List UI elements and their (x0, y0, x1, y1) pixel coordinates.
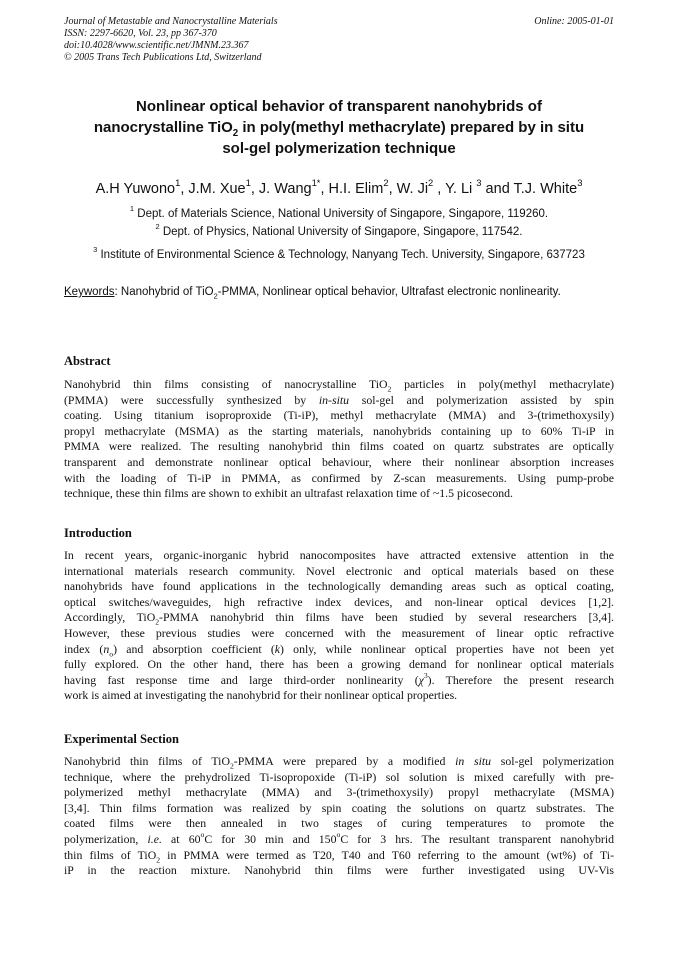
journal-copyright: © 2005 Trans Tech Publications Ltd, Switzerland (64, 52, 262, 63)
author-name: J. Wang (258, 181, 312, 197)
text-line: technique, where the prehydrolized Ti-isopropoxide (Ti-iP) sol solution is mixed carefully with pre- (64, 769, 614, 784)
text-run: Accordingly, TiO (64, 610, 156, 625)
author-affiliation-mark: 2 (428, 177, 434, 189)
text-line: In recent years, organic-inorganic hybrid nanocomposites have attracted extensive attention in the (64, 548, 614, 562)
superscript: 3 (423, 672, 428, 681)
author (445, 177, 482, 197)
text-run: C for 30 min and 150 (204, 831, 337, 846)
text-run: Nanohybrid thin films of TiO (64, 754, 230, 768)
text-line: iP in the reaction mixture. Nanohybrid thin films were further investigated using UV-Vis (64, 863, 614, 878)
text-line: transparent and demonstrate nonlinear optical behaviour, where their nonlinear absorption increases (64, 454, 614, 469)
text-line: coating. Using titanium isoproproxide (Ti-iP), methyl methacrylate (MMA) and 3-(trimethoxysily) (64, 408, 614, 423)
text-line: nanohybrids have found applications in the technologically demanding areas such as optical coating, (64, 579, 614, 594)
keywords-text: -PMMA, Nonlinear optical behavior, Ultrafast electronic nonlinearity. (217, 286, 561, 298)
author-name: W. Ji (396, 181, 429, 197)
experimental-heading: Experimental Section (64, 732, 179, 746)
text-line: work is aimed at investigating the nanohybrid for their nonlinear optical properties. (64, 688, 458, 703)
text-run: in PMMA were termed as T20, T40 and T60 referring to the amount (wt%) of Ti- (160, 847, 614, 862)
journal-name: Journal of Metastable and Nanocrystalline Materials (64, 16, 278, 27)
author-name: A.H Yuwono (95, 181, 176, 197)
text-run: (PMMA) were successfully synthesized by (64, 392, 319, 407)
text-run: ). Therefore the present research (427, 672, 614, 687)
text-run: sol-gel polymerization (491, 754, 614, 768)
title-line (64, 117, 614, 138)
text-line (64, 642, 614, 658)
journal-header (64, 16, 614, 64)
introduction-heading: Introduction (64, 526, 132, 540)
author-affiliation-mark: 3 (577, 177, 583, 189)
affiliation (64, 245, 614, 262)
author-affiliation-mark: 1 (175, 177, 181, 189)
affiliation-mark: 2 (155, 222, 160, 232)
author-list: A.H Yuwono$^1$, J.M. Xue$^1$, J. Wang$^{1*}$, H.I. Elim$^2$, W. Ji$^2$ , Y. Li $^3$ and T.J. White$^3$ (95, 177, 583, 197)
text-run: -PMMA were prepared by a modified (233, 754, 456, 768)
text-run: having fast response time and large third-order nonlinearity ( (64, 672, 419, 687)
author-name: H.I. Elim (328, 181, 384, 197)
journal-issn: ISSN: 2297-6620, Vol. 23, pp 367-370 (64, 28, 217, 39)
text-run: thin films of TiO (64, 847, 157, 862)
text-line (64, 832, 614, 848)
text-line: PMMA were realized. The resulting nanohybrid thin films coated on quartz substrates are optically (64, 439, 614, 454)
subscript: 2 (156, 854, 161, 864)
text-line (64, 754, 614, 770)
author-name: Y. Li (445, 181, 477, 197)
text-run: ) only, while nonlinear optical properties have not been yet (280, 641, 614, 656)
text-line: coated films were then annealed in two stages of curing temperatures to promote the (64, 816, 614, 831)
author (396, 177, 434, 197)
italic-text: k (274, 641, 281, 656)
author-affiliation-mark: 1* (311, 177, 321, 189)
experimental-body (64, 754, 614, 879)
superscript: o (200, 831, 205, 840)
affiliation (64, 204, 614, 221)
title-line: sol-gel polymerization technique (222, 140, 456, 157)
italic-text: in-situ (318, 392, 350, 407)
abstract-heading: Abstract (64, 354, 111, 368)
text-line: optical switches/waveguides, high refractive index devices, and non-linear optical devices [1,2]. (64, 594, 614, 609)
subscript: o (109, 648, 114, 658)
italic-text: in situ (455, 754, 492, 768)
text-line (64, 610, 614, 626)
affiliation-mark: 1 (129, 204, 135, 214)
author-affiliation-mark: 3 (476, 177, 482, 189)
text-run: polymerization, (64, 831, 148, 846)
author (95, 177, 181, 197)
text-run: Nanohybrid thin films consisting of nanocrystalline TiO (64, 377, 388, 391)
keywords-subscript: 2 (213, 291, 218, 301)
keywords-text: : Nanohybrid of TiO (114, 286, 214, 298)
subscript: 2 (155, 617, 160, 626)
author-affiliation-mark: 1 (245, 177, 251, 189)
journal-doi: doi:10.4028/www.scientific.net/JMNM.23.367 (64, 40, 249, 51)
text-line: [3,4]. Thin films formation was realized by spin coating the solutions on quartz substrates. The (64, 800, 614, 815)
italic-text: χ (418, 672, 424, 687)
subscript: 2 (387, 384, 392, 393)
text-run: index ( (64, 641, 104, 656)
text-line (64, 673, 614, 689)
keywords (64, 285, 614, 299)
text-line (64, 393, 614, 409)
author (188, 177, 251, 197)
introduction-body (64, 548, 614, 704)
text-line: fully explored. On the other hand, there has been a growing demand for nonlinear optical materials (64, 657, 614, 672)
italic-text: n (103, 641, 110, 656)
author-affiliation-mark: 2 (383, 177, 389, 189)
text-run: C for 3 hrs. The resultant transparent nanohybrid (340, 831, 614, 846)
text-line: polymerized methyl methacrylate (MMA) and 3-(trimethoxysily) propyl methacrylate (MSMA) (64, 785, 614, 800)
text-line: propyl methacrylate (MSMA) as the starting materials, nanohybrids containing up to 60% Ti-iP in (64, 423, 614, 438)
affiliation-mark: 3 (93, 245, 98, 255)
title-subscript: 2 (232, 128, 239, 139)
text-run: particles in poly(methyl methacrylate) (391, 377, 614, 391)
author (328, 177, 389, 197)
author-name: T.J. White (513, 181, 578, 197)
text-run: sol-gel and polymerization assisted by spin (349, 392, 614, 407)
online-date: Online: 2005-01-01 (534, 16, 614, 27)
affiliation-text: Dept. of Physics, National University of Singapore, Singapore, 117542. (159, 226, 523, 238)
text-run: at 60 (161, 831, 201, 846)
text-line: However, these previous studies were concerned with the measurement of linear optic refractive (64, 625, 614, 640)
author (513, 177, 583, 197)
italic-text: i.e. (147, 831, 162, 846)
title-text: nanocrystalline TiO (93, 119, 233, 136)
superscript: o (336, 831, 341, 840)
text-run: ) and absorption coefficient ( (113, 641, 275, 656)
title-text: in poly(methyl methacrylate) prepared by in situ (238, 119, 585, 136)
text-run: -PMMA nanohybrid thin films have been studied by several researchers [3,4]. (159, 610, 614, 625)
text-line (64, 848, 614, 864)
affiliation (64, 222, 614, 239)
paper-title (64, 96, 614, 159)
text-line (64, 377, 614, 393)
title-line: Nonlinear optical behavior of transparent nanohybrids of (136, 98, 542, 115)
keywords-label: Keywords (64, 286, 115, 298)
subscript: 2 (229, 761, 234, 770)
author (258, 177, 321, 197)
author-name: J.M. Xue (188, 181, 246, 197)
affiliation-text: Institute of Environmental Science & Technology, Nanyang Tech. University, Singapore, 637723 (97, 249, 585, 261)
text-line: international materials research community. Novel electronic and optical materials based on these (64, 563, 614, 578)
affiliation-text: Dept. of Materials Science, National University of Singapore, Singapore, 119260. (134, 208, 549, 220)
text-line: with the loading of Ti-iP in PMMA, as confirmed by Z-scan measurements. Using pump-probe (64, 470, 614, 485)
text-line: technique, these thin films are shown to exhibit an ultrafast relaxation time of ~1.5 picosecond. (64, 486, 513, 501)
abstract-body (64, 377, 614, 502)
